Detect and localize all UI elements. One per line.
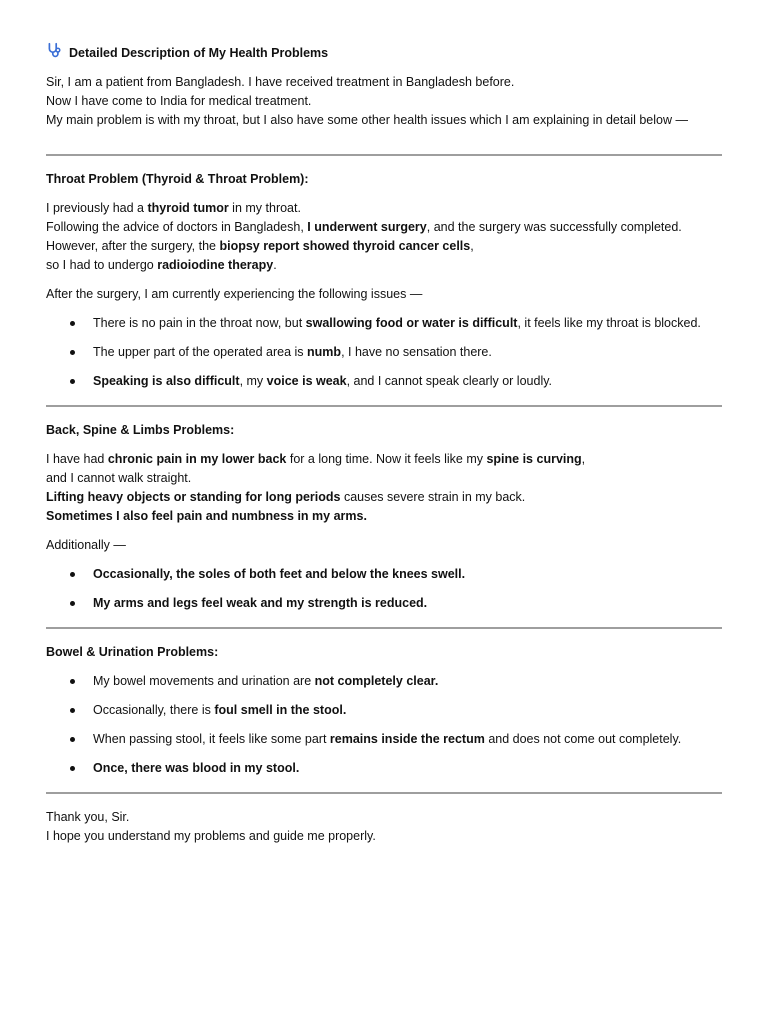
bowel-issues-list bbox=[46, 672, 722, 778]
throat-paragraph bbox=[46, 199, 722, 275]
text-line: However, after the surgery, the biopsy report showed thyroid cancer cells, bbox=[46, 239, 474, 253]
text-line: Following the advice of doctors in Bangladesh, I underwent surgery, and the surgery was successfully completed. bbox=[46, 220, 682, 234]
intro-paragraph bbox=[46, 73, 722, 130]
text-line: Sometimes I also feel pain and numbness in my arms. bbox=[46, 509, 367, 523]
throat-heading: Throat Problem (Thyroid & Throat Problem): bbox=[46, 172, 309, 186]
text-line: I previously had a thyroid tumor in my throat. bbox=[46, 201, 301, 215]
text-line: Thank you, Sir. bbox=[46, 810, 130, 824]
list-item: Once, there was blood in my stool. bbox=[46, 759, 722, 778]
list-item: There is no pain in the throat now, but swallowing food or water is difficult, it feels like my throat is blocked. bbox=[46, 314, 722, 333]
section-divider bbox=[46, 627, 722, 629]
additionally-label: Additionally — bbox=[46, 538, 126, 552]
list-item: Speaking is also difficult, my voice is weak, and I cannot speak clearly or loudly. bbox=[46, 372, 722, 391]
throat-issues-list bbox=[46, 314, 722, 391]
bowel-heading: Bowel & Urination Problems: bbox=[46, 645, 219, 659]
intro-line: Sir, I am a patient from Bangladesh. I have received treatment in Bangladesh before. bbox=[46, 75, 515, 89]
back-heading: Back, Spine & Limbs Problems: bbox=[46, 423, 235, 437]
text-line: so I had to undergo radioiodine therapy. bbox=[46, 258, 277, 272]
list-item: My bowel movements and urination are not completely clear. bbox=[46, 672, 722, 691]
text-line: I have had chronic pain in my lower back for a long time. Now it feels like my spine is curving, bbox=[46, 452, 586, 466]
document-title bbox=[46, 44, 722, 63]
list-item: Occasionally, there is foul smell in the stool. bbox=[46, 701, 722, 720]
list-item: Occasionally, the soles of both feet and below the knees swell. bbox=[46, 565, 722, 584]
closing-paragraph bbox=[46, 808, 722, 846]
title-text: Detailed Description of My Health Problems bbox=[69, 46, 329, 60]
section-divider bbox=[46, 405, 722, 407]
list-item: When passing stool, it feels like some part remains inside the rectum and does not come out completely. bbox=[46, 730, 722, 749]
stethoscope-icon bbox=[46, 42, 63, 65]
back-paragraph bbox=[46, 450, 722, 526]
intro-line: Now I have come to India for medical treatment. bbox=[46, 94, 312, 108]
document-page bbox=[46, 44, 722, 846]
text-line: and I cannot walk straight. bbox=[46, 471, 192, 485]
list-item: The upper part of the operated area is numb, I have no sensation there. bbox=[46, 343, 722, 362]
back-issues-list bbox=[46, 565, 722, 613]
intro-line: My main problem is with my throat, but I also have some other health issues which I am explaining in detail below — bbox=[46, 113, 688, 127]
text-line: Lifting heavy objects or standing for long periods causes severe strain in my back. bbox=[46, 490, 526, 504]
section-divider bbox=[46, 792, 722, 794]
text-line: I hope you understand my problems and guide me properly. bbox=[46, 829, 376, 843]
issues-intro: After the surgery, I am currently experiencing the following issues — bbox=[46, 287, 423, 301]
list-item: My arms and legs feel weak and my strength is reduced. bbox=[46, 594, 722, 613]
section-divider bbox=[46, 154, 722, 156]
